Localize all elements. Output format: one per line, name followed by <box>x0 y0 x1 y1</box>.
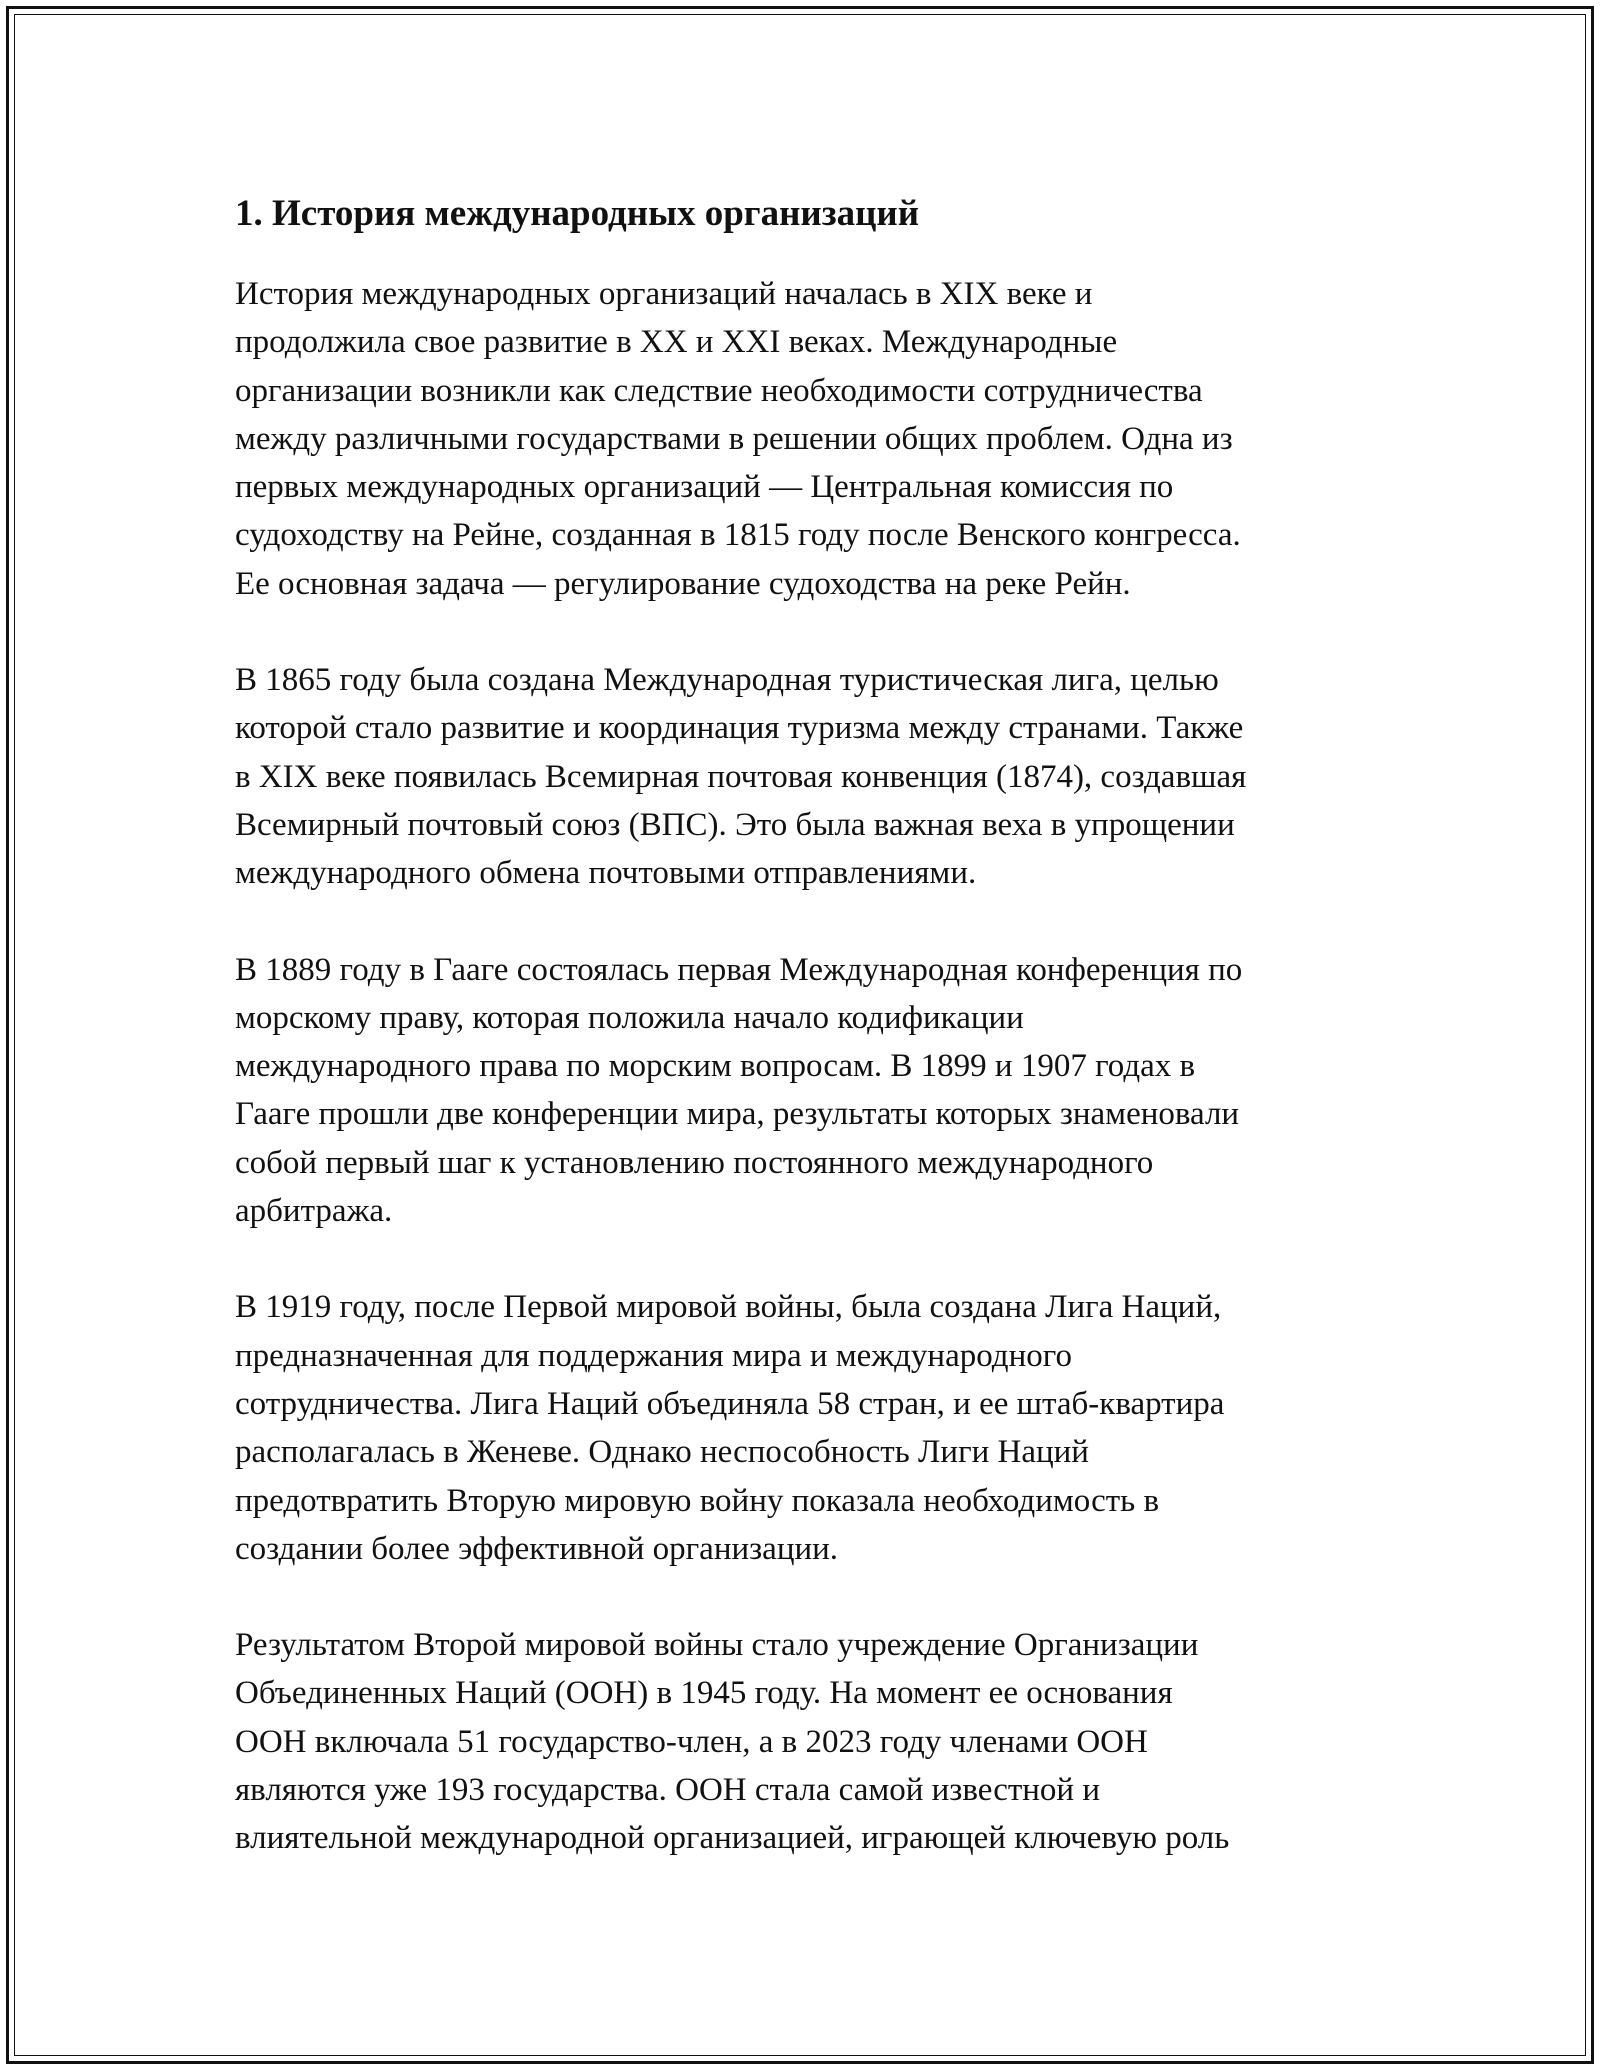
text-line: располагалась в Женеве. Однако неспособность Лиги Наций <box>235 1434 1089 1471</box>
text-line: судоходству на Рейне, созданная в 1815 году после Венского конгресса. <box>235 517 1241 554</box>
text-line: Гааге прошли две конференции мира, результаты которых знаменовали <box>235 1096 1240 1133</box>
text-line: Результатом Второй мировой войны стало учреждение Организации <box>235 1627 1199 1664</box>
text-line: Ее основная задача — регулирование судоходства на реке Рейн. <box>235 565 1131 602</box>
text-line: являются уже 193 государства. ООН стала самой известной и <box>235 1772 1100 1809</box>
text-line: продолжила свое развитие в XX и XXI веках. Международные <box>235 324 1118 361</box>
text-line: международного обмена почтовыми отправлениями. <box>235 855 977 892</box>
text-line: предназначенная для поддержания мира и международного <box>235 1337 1072 1374</box>
text-line: предотвратить Вторую мировую войну показала необходимость в <box>235 1482 1160 1519</box>
text-line: арбитража. <box>235 1193 393 1230</box>
text-line: Всемирный почтовый союз (ВПС). Это была важная веха в упрощении <box>235 806 1235 843</box>
text-line: которой стало развитие и координация туризма между странами. Также <box>235 710 1244 747</box>
text-line: создании более эффективной организации. <box>235 1530 839 1567</box>
text-line: между различными государствами в решении общих проблем. Одна из <box>235 420 1233 457</box>
text-line: влиятельной международной организацией, играющей ключевую роль <box>235 1820 1230 1857</box>
text-line: История международных организаций началась в XIX веке и <box>235 276 1093 312</box>
text-line: сотрудничества. Лига Наций объединяла 58 стран, и ее штаб-квартира <box>235 1385 1225 1422</box>
section-heading: 1. История международных организаций <box>235 193 920 234</box>
text-line: В 1865 году была создана Международная туристическая лига, целью <box>235 662 1219 699</box>
text-line: ООН включала 51 государство-член, а в 2023 году членами ООН <box>235 1723 1148 1760</box>
text-line: Объединенных Наций (ООН) в 1945 году. На момент ее основания <box>235 1675 1173 1712</box>
text-line: В 1919 году, после Первой мировой войны, была создана Лига Наций, <box>235 1289 1222 1326</box>
text-line: морскому праву, которая положила начало кодификации <box>235 999 1024 1036</box>
text-line: международного права по морским вопросам. В 1899 и 1907 годах в <box>235 1048 1196 1085</box>
paragraph-1 <box>235 270 1385 608</box>
text-line: собой первый шаг к установлению постоянного международного <box>235 1144 1154 1181</box>
text-line: в XIX веке появилась Всемирная почтовая конвенция (1874), создавшая <box>235 758 1247 795</box>
paragraph-3 <box>235 946 1385 1236</box>
paragraph-2 <box>235 656 1385 897</box>
document-body <box>235 188 1385 1911</box>
paragraph-5 <box>235 1621 1385 1862</box>
text-line: организации возникли как следствие необходимости сотрудничества <box>235 372 1203 409</box>
text-line: В 1889 году в Гааге состоялась первая Международная конференция по <box>235 951 1243 988</box>
paragraph-4 <box>235 1283 1385 1573</box>
text-line: первых международных организаций — Центральная комиссия по <box>235 469 1174 506</box>
